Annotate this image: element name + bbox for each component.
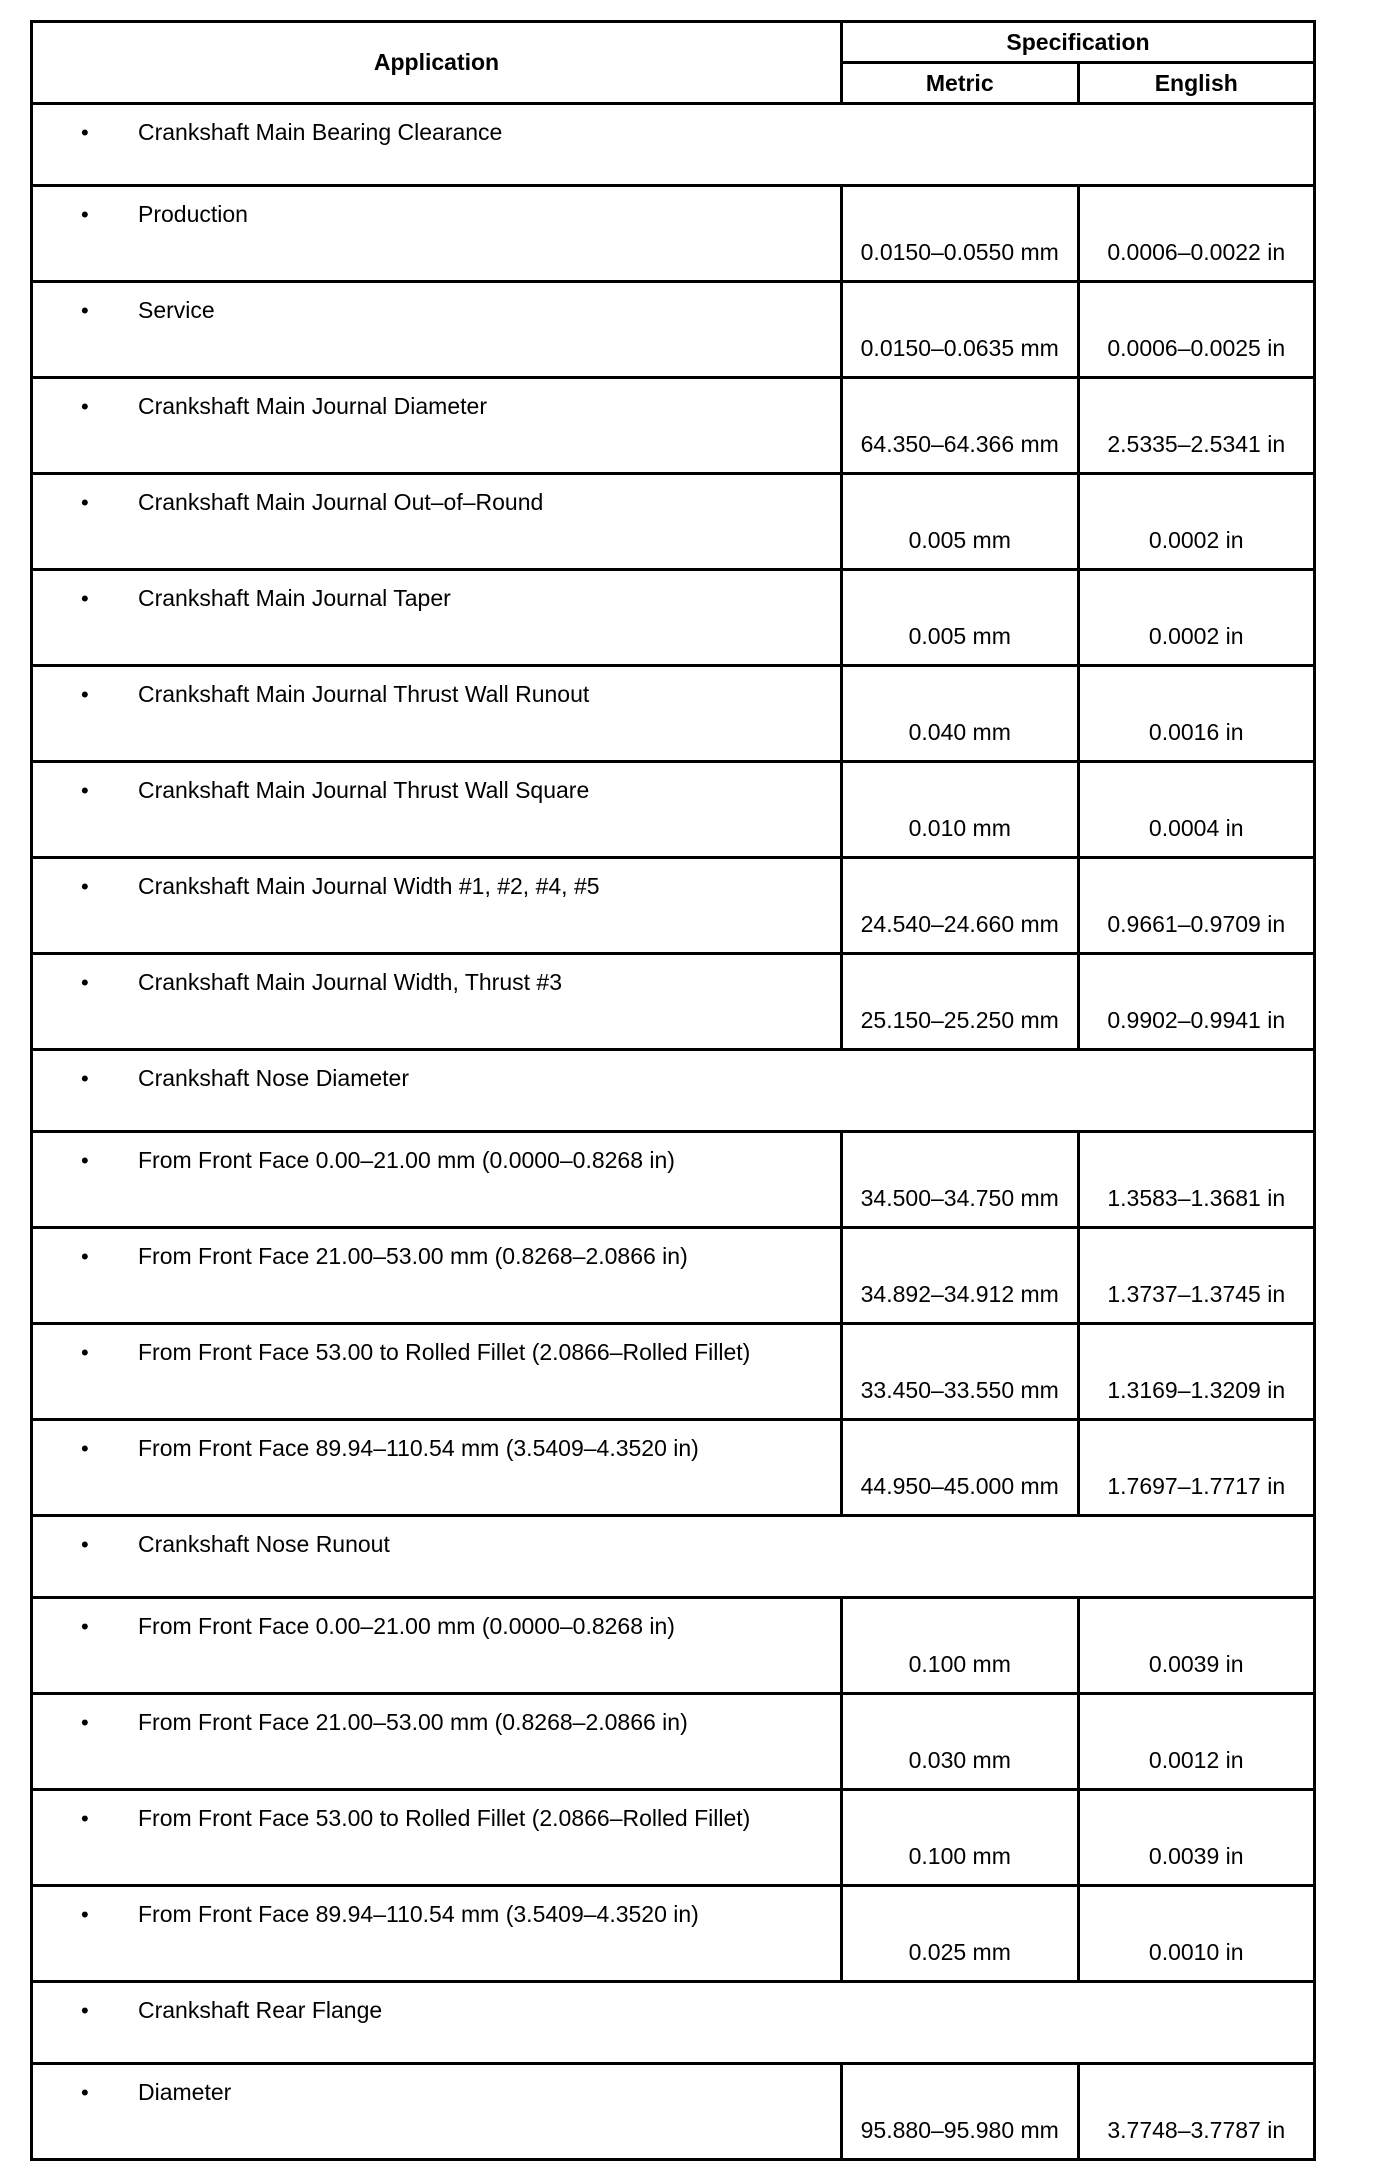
metric-value: 0.100 mm xyxy=(842,1598,1079,1694)
english-value: 1.3583–1.3681 in xyxy=(1078,1132,1315,1228)
metric-value: 0.0150–0.0635 mm xyxy=(842,282,1079,378)
bullet-icon: • xyxy=(81,394,89,419)
bullet-icon: • xyxy=(81,874,89,899)
table-row xyxy=(32,1228,1315,1324)
application-label: Crankshaft Nose Diameter xyxy=(138,1065,409,1091)
metric-value: 0.005 mm xyxy=(842,474,1079,570)
application-label: Production xyxy=(138,201,248,227)
english-value: 0.0039 in xyxy=(1078,1598,1315,1694)
group-heading-cell xyxy=(32,104,1315,186)
application-header: Application xyxy=(32,22,842,104)
bullet-icon: • xyxy=(81,1998,89,2023)
application-label: From Front Face 53.00 to Rolled Fillet (2.0866–Rolled Fillet) xyxy=(138,1805,751,1831)
application-label: Crankshaft Main Journal Out–of–Round xyxy=(138,489,544,515)
english-value: 0.0016 in xyxy=(1078,666,1315,762)
bullet-icon: • xyxy=(81,2080,89,2105)
table-row xyxy=(32,474,1315,570)
application-label: From Front Face 89.94–110.54 mm (3.5409–4.3520 in) xyxy=(138,1435,699,1461)
bullet-icon: • xyxy=(81,202,89,227)
table-row xyxy=(32,1694,1315,1790)
application-label: Diameter xyxy=(138,2079,232,2105)
application-cell xyxy=(32,762,842,858)
metric-value: 0.005 mm xyxy=(842,570,1079,666)
bullet-icon: • xyxy=(81,298,89,323)
table-row xyxy=(32,858,1315,954)
english-value: 0.0002 in xyxy=(1078,570,1315,666)
english-value: 0.9902–0.9941 in xyxy=(1078,954,1315,1050)
metric-value: 33.450–33.550 mm xyxy=(842,1324,1079,1420)
table-row xyxy=(32,1598,1315,1694)
application-cell xyxy=(32,666,842,762)
english-header: English xyxy=(1078,63,1315,104)
english-value: 0.0002 in xyxy=(1078,474,1315,570)
application-label: From Front Face 89.94–110.54 mm (3.5409–4.3520 in) xyxy=(138,1901,699,1927)
application-cell xyxy=(32,1228,842,1324)
application-label: From Front Face 0.00–21.00 mm (0.0000–0.8268 in) xyxy=(138,1613,675,1639)
english-value: 0.0010 in xyxy=(1078,1886,1315,1982)
english-value: 0.0006–0.0022 in xyxy=(1078,186,1315,282)
table-row xyxy=(32,378,1315,474)
english-value: 1.3169–1.3209 in xyxy=(1078,1324,1315,1420)
bullet-icon: • xyxy=(81,1710,89,1735)
english-value: 0.0012 in xyxy=(1078,1694,1315,1790)
table-row xyxy=(32,186,1315,282)
bullet-icon: • xyxy=(81,970,89,995)
table-row xyxy=(32,2064,1315,2160)
metric-value: 34.892–34.912 mm xyxy=(842,1228,1079,1324)
metric-value: 34.500–34.750 mm xyxy=(842,1132,1079,1228)
group-heading-cell xyxy=(32,1050,1315,1132)
group-heading-cell xyxy=(32,1516,1315,1598)
application-label: From Front Face 21.00–53.00 mm (0.8268–2.0866 in) xyxy=(138,1243,688,1269)
bullet-icon: • xyxy=(81,1340,89,1365)
application-label: Crankshaft Main Journal Width #1, #2, #4, #5 xyxy=(138,873,600,899)
table-row xyxy=(32,1420,1315,1516)
application-label: Crankshaft Main Journal Taper xyxy=(138,585,451,611)
metric-value: 0.100 mm xyxy=(842,1790,1079,1886)
application-label: Crankshaft Nose Runout xyxy=(138,1531,390,1557)
application-label: Crankshaft Main Journal Thrust Wall Runout xyxy=(138,681,590,707)
bullet-icon: • xyxy=(81,1066,89,1091)
application-label: Crankshaft Main Journal Width, Thrust #3 xyxy=(138,969,562,995)
english-value: 1.3737–1.3745 in xyxy=(1078,1228,1315,1324)
application-label: From Front Face 0.00–21.00 mm (0.0000–0.8268 in) xyxy=(138,1147,675,1173)
table-row xyxy=(32,1516,1315,1598)
application-label: Crankshaft Main Bearing Clearance xyxy=(138,119,503,145)
table-row xyxy=(32,954,1315,1050)
bullet-icon: • xyxy=(81,1614,89,1639)
metric-value: 0.025 mm xyxy=(842,1886,1079,1982)
application-label: Crankshaft Main Journal Thrust Wall Square xyxy=(138,777,590,803)
table-row xyxy=(32,1886,1315,1982)
specification-table xyxy=(30,20,1316,2161)
english-value: 0.0039 in xyxy=(1078,1790,1315,1886)
table-row xyxy=(32,666,1315,762)
metric-value: 0.0150–0.0550 mm xyxy=(842,186,1079,282)
bullet-icon: • xyxy=(81,1244,89,1269)
bullet-icon: • xyxy=(81,1148,89,1173)
application-cell xyxy=(32,1132,842,1228)
english-value: 0.0006–0.0025 in xyxy=(1078,282,1315,378)
table-row xyxy=(32,1132,1315,1228)
application-cell xyxy=(32,954,842,1050)
application-label: Crankshaft Rear Flange xyxy=(138,1997,383,2023)
table-row xyxy=(32,1790,1315,1886)
metric-value: 44.950–45.000 mm xyxy=(842,1420,1079,1516)
bullet-icon: • xyxy=(81,778,89,803)
application-cell xyxy=(32,1420,842,1516)
application-cell xyxy=(32,186,842,282)
application-label: Service xyxy=(138,297,215,323)
bullet-icon: • xyxy=(81,1436,89,1461)
application-cell xyxy=(32,2064,842,2160)
english-value: 2.5335–2.5341 in xyxy=(1078,378,1315,474)
metric-value: 24.540–24.660 mm xyxy=(842,858,1079,954)
application-label: From Front Face 53.00 to Rolled Fillet (2.0866–Rolled Fillet) xyxy=(138,1339,751,1365)
bullet-icon: • xyxy=(81,1806,89,1831)
application-cell xyxy=(32,1324,842,1420)
english-value: 0.0004 in xyxy=(1078,762,1315,858)
metric-value: 64.350–64.366 mm xyxy=(842,378,1079,474)
bullet-icon: • xyxy=(81,586,89,611)
application-cell xyxy=(32,282,842,378)
bullet-icon: • xyxy=(81,120,89,145)
application-cell xyxy=(32,474,842,570)
english-value: 3.7748–3.7787 in xyxy=(1078,2064,1315,2160)
table-row xyxy=(32,1982,1315,2064)
table-row xyxy=(32,570,1315,666)
metric-value: 25.150–25.250 mm xyxy=(842,954,1079,1050)
table-body xyxy=(32,104,1315,2160)
metric-header: Metric xyxy=(842,63,1079,104)
specification-header: Specification xyxy=(842,22,1315,63)
application-cell xyxy=(32,1598,842,1694)
bullet-icon: • xyxy=(81,490,89,515)
english-value: 1.7697–1.7717 in xyxy=(1078,1420,1315,1516)
table-row xyxy=(32,104,1315,186)
table-row xyxy=(32,1324,1315,1420)
application-cell xyxy=(32,570,842,666)
bullet-icon: • xyxy=(81,1902,89,1927)
metric-value: 0.040 mm xyxy=(842,666,1079,762)
metric-value: 95.880–95.980 mm xyxy=(842,2064,1079,2160)
application-cell xyxy=(32,858,842,954)
table-row xyxy=(32,282,1315,378)
bullet-icon: • xyxy=(81,1532,89,1557)
metric-value: 0.010 mm xyxy=(842,762,1079,858)
table-row xyxy=(32,1050,1315,1132)
application-label: Crankshaft Main Journal Diameter xyxy=(138,393,487,419)
metric-value: 0.030 mm xyxy=(842,1694,1079,1790)
application-label: From Front Face 21.00–53.00 mm (0.8268–2.0866 in) xyxy=(138,1709,688,1735)
bullet-icon: • xyxy=(81,682,89,707)
application-cell xyxy=(32,1694,842,1790)
application-cell xyxy=(32,1886,842,1982)
english-value: 0.9661–0.9709 in xyxy=(1078,858,1315,954)
application-cell xyxy=(32,378,842,474)
table-row xyxy=(32,762,1315,858)
application-cell xyxy=(32,1790,842,1886)
group-heading-cell xyxy=(32,1982,1315,2064)
